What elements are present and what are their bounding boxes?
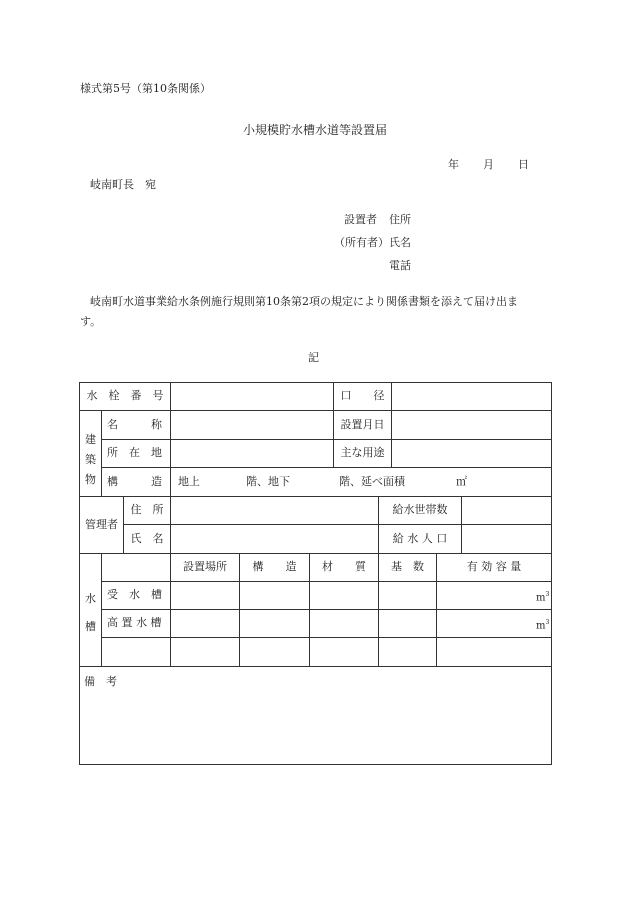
building-label: 建築物 xyxy=(85,433,96,486)
location-label: 所 在 地 xyxy=(107,446,162,459)
body-text-line1: 岐南町水道事業給水条例施行規則第10条第2項の規定により関係書類を添えて届け出ま xyxy=(90,295,518,308)
addressee: 岐南町長 宛 xyxy=(90,178,156,191)
body-text-line2: す。 xyxy=(80,315,102,328)
date-month: 月 xyxy=(483,158,494,171)
main-use-label: 主な用途 xyxy=(340,446,385,459)
date-year: 年 xyxy=(448,158,459,171)
manager-label: 管理者 xyxy=(85,518,118,531)
install-place-header: 設置場所 xyxy=(183,560,227,573)
population-label: 給 水 人 口 xyxy=(392,532,448,545)
remarks-label: 備 考 xyxy=(84,675,117,688)
table-border-top xyxy=(79,382,552,383)
receiving-tank-label: 受 水 槽 xyxy=(107,588,162,601)
applicant-label2: （所有者） xyxy=(334,236,389,249)
applicant-address: 住所 xyxy=(389,213,411,226)
manager-address-label: 住 所 xyxy=(130,503,164,516)
applicant-label1: 設置者 xyxy=(344,213,377,226)
manager-name-label: 氏 名 xyxy=(130,532,164,545)
structure-floor-below: 階、地下 xyxy=(246,475,290,488)
structure-label: 構 造 xyxy=(107,475,162,488)
material-header: 材 質 xyxy=(322,560,366,573)
households-label: 給水世帯数 xyxy=(392,503,448,516)
hydrant-number-label: 水 栓 番 号 xyxy=(86,389,164,402)
date-day: 日 xyxy=(518,158,529,171)
elevated-tank-label: 高 置 水 槽 xyxy=(107,616,162,629)
applicant-name: 氏名 xyxy=(389,236,411,249)
ki-heading: 記 xyxy=(308,351,319,364)
count-header: 基 数 xyxy=(391,560,424,573)
building-name-label: 名 称 xyxy=(107,418,162,431)
tank-structure-header: 構 造 xyxy=(252,560,297,573)
receiving-tank-unit: $m^3$ xyxy=(536,591,550,604)
diameter-label: 口 径 xyxy=(340,389,385,402)
page-title: 小規模貯水槽水道等設置届 xyxy=(242,123,387,137)
elevated-tank-unit: $m^3$ xyxy=(536,619,550,632)
capacity-header: 有 効 容 量 xyxy=(466,560,522,573)
applicant-phone: 電話 xyxy=(389,259,411,272)
structure-above: 地上 xyxy=(178,475,200,488)
form-id: 様式第5号（第10条関係） xyxy=(80,82,211,95)
tank-label: 水槽 xyxy=(85,592,96,633)
install-date-label: 設置月日 xyxy=(340,418,385,431)
table-border-bottom xyxy=(79,764,552,765)
structure-floor-area: 階、延べ面積 xyxy=(339,475,405,488)
square-meter-unit: ㎡ xyxy=(456,475,467,488)
